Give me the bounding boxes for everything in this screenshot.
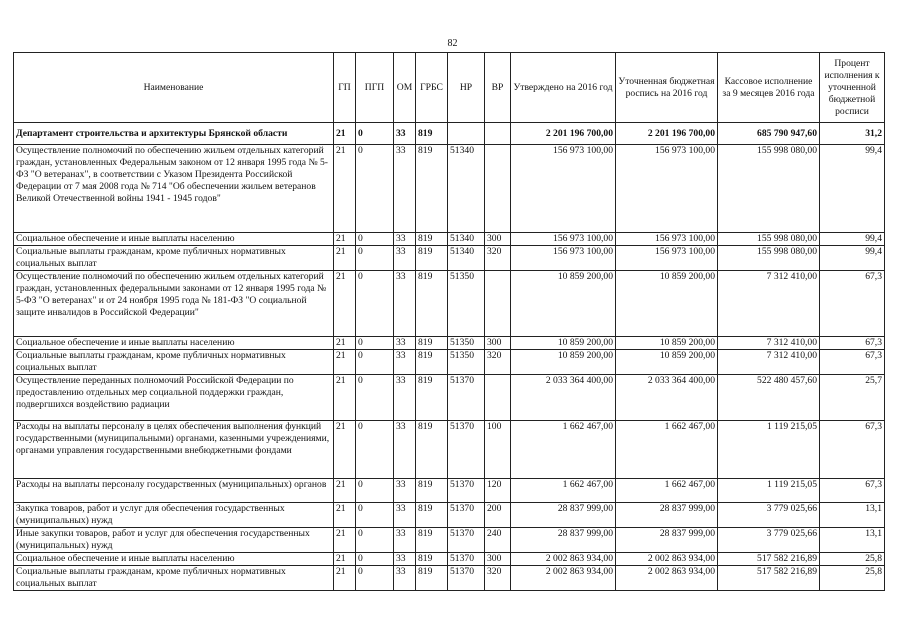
cell-gp: 21 <box>334 246 356 271</box>
cell-approved: 2 201 196 700,00 <box>511 123 616 145</box>
cell-cash: 155 998 080,00 <box>718 233 820 246</box>
cell-name: Социальное обеспечение и иные выплаты населению <box>14 233 334 246</box>
cell-name: Осуществление полномочий по обеспечению жильем отдельных категорий граждан, установленных федеральными законами от 12 января 1995 года № 5-ФЗ "О ветеранах" и от 24 ноября 1995 года № 181-ФЗ "О социальной защите инвалидов в Российской Федерации" <box>14 271 334 337</box>
table-row <box>14 503 885 528</box>
cell-specified: 10 859 200,00 <box>616 337 718 350</box>
cell-name: Департамент строительства и архитектуры Брянской области <box>14 123 334 145</box>
table-row <box>14 145 885 233</box>
cell-cash: 522 480 457,60 <box>718 375 820 421</box>
cell-om: 33 <box>394 421 416 479</box>
cell-name: Социальное обеспечение и иные выплаты населению <box>14 337 334 350</box>
cell-percent: 67,3 <box>820 421 885 479</box>
cell-approved: 2 033 364 400,00 <box>511 375 616 421</box>
cell-gp: 21 <box>334 479 356 503</box>
cell-om: 33 <box>394 123 416 145</box>
cell-name: Социальные выплаты гражданам, кроме публичных нормативных социальных выплат <box>14 246 334 271</box>
cell-approved: 10 859 200,00 <box>511 337 616 350</box>
cell-grbs: 819 <box>416 337 448 350</box>
cell-approved: 2 002 863 934,00 <box>511 553 616 566</box>
cell-percent: 13,1 <box>820 528 885 553</box>
cell-om: 33 <box>394 566 416 591</box>
cell-ppgp: 0 <box>356 350 394 375</box>
cell-approved: 28 837 999,00 <box>511 528 616 553</box>
header-cash: Кассовое исполнение за 9 месяцев 2016 года <box>718 53 820 123</box>
cell-vr: 300 <box>485 233 511 246</box>
cell-ppgp: 0 <box>356 271 394 337</box>
cell-specified: 2 033 364 400,00 <box>616 375 718 421</box>
cell-np: 51350 <box>448 350 485 375</box>
cell-name: Социальное обеспечение и иные выплаты населению <box>14 553 334 566</box>
cell-approved: 28 837 999,00 <box>511 503 616 528</box>
cell-om: 33 <box>394 271 416 337</box>
cell-name: Осуществление полномочий по обеспечению жильем отдельных категорий граждан, установленных Федеральным законом от 12 января 1995 года № 5-ФЗ "О ветеранах", в соответствии с Указом Президента Российской Федерации от 7 мая 2008 года № 714 "Об обеспечении жильем ветеранов Великой Отечественной войны 1941 - 1945 годов" <box>14 145 334 233</box>
cell-percent: 67,3 <box>820 350 885 375</box>
cell-om: 33 <box>394 479 416 503</box>
cell-approved: 1 662 467,00 <box>511 421 616 479</box>
table-row <box>14 350 885 375</box>
cell-ppgp: 0 <box>356 503 394 528</box>
cell-gp: 21 <box>334 375 356 421</box>
cell-vr: 300 <box>485 553 511 566</box>
cell-percent: 99,4 <box>820 145 885 233</box>
cell-grbs: 819 <box>416 503 448 528</box>
cell-specified: 1 662 467,00 <box>616 479 718 503</box>
cell-grbs: 819 <box>416 123 448 145</box>
cell-percent: 67,3 <box>820 337 885 350</box>
cell-name: Иные закупки товаров, работ и услуг для обеспечения государственных (муниципальных) нужд <box>14 528 334 553</box>
cell-name: Расходы на выплаты персоналу государственных (муниципальных) органов <box>14 479 334 503</box>
cell-vr: 320 <box>485 246 511 271</box>
cell-cash: 155 998 080,00 <box>718 145 820 233</box>
cell-gp: 21 <box>334 233 356 246</box>
cell-ppgp: 0 <box>356 123 394 145</box>
page-number: 82 <box>447 38 458 49</box>
cell-ppgp: 0 <box>356 421 394 479</box>
cell-vr: 300 <box>485 337 511 350</box>
cell-percent: 13,1 <box>820 503 885 528</box>
cell-specified: 10 859 200,00 <box>616 350 718 375</box>
cell-percent: 25,7 <box>820 375 885 421</box>
cell-grbs: 819 <box>416 246 448 271</box>
cell-cash: 7 312 410,00 <box>718 350 820 375</box>
cell-cash: 3 779 025,66 <box>718 528 820 553</box>
cell-approved: 156 973 100,00 <box>511 145 616 233</box>
header-name: Наименование <box>14 53 334 123</box>
cell-percent: 31,2 <box>820 123 885 145</box>
header-ppgp: ПГП <box>356 53 394 123</box>
cell-specified: 28 837 999,00 <box>616 503 718 528</box>
cell-name: Расходы на выплаты персоналу в целях обеспечения выполнения функций государственными (муниципальными) органами, казенными учреждениями, органами управления государственными внебюджетными фондами <box>14 421 334 479</box>
cell-vr: 320 <box>485 350 511 375</box>
cell-grbs: 819 <box>416 145 448 233</box>
cell-ppgp: 0 <box>356 246 394 271</box>
cell-grbs: 819 <box>416 233 448 246</box>
cell-ppgp: 0 <box>356 528 394 553</box>
cell-np: 51370 <box>448 566 485 591</box>
table-row <box>14 566 885 591</box>
cell-om: 33 <box>394 145 416 233</box>
header-percent: Процент исполнения к уточненной бюджетной росписи <box>820 53 885 123</box>
cell-om: 33 <box>394 503 416 528</box>
cell-name: Социальные выплаты гражданам, кроме публичных нормативных социальных выплат <box>14 566 334 591</box>
cell-specified: 2 002 863 934,00 <box>616 553 718 566</box>
table-row <box>14 479 885 503</box>
header-specified: Уточненная бюджетная роспись на 2016 год <box>616 53 718 123</box>
cell-cash: 517 582 216,89 <box>718 566 820 591</box>
table-row <box>14 337 885 350</box>
cell-grbs: 819 <box>416 350 448 375</box>
cell-vr <box>485 145 511 233</box>
cell-percent: 25,8 <box>820 553 885 566</box>
cell-grbs: 819 <box>416 553 448 566</box>
cell-np: 51370 <box>448 503 485 528</box>
cell-gp: 21 <box>334 553 356 566</box>
cell-vr: 320 <box>485 566 511 591</box>
cell-np: 51340 <box>448 233 485 246</box>
cell-gp: 21 <box>334 271 356 337</box>
cell-vr <box>485 271 511 337</box>
header-om: ОМ <box>394 53 416 123</box>
cell-vr: 120 <box>485 479 511 503</box>
cell-ppgp: 0 <box>356 145 394 233</box>
cell-cash: 1 119 215,05 <box>718 479 820 503</box>
cell-ppgp: 0 <box>356 375 394 421</box>
cell-ppgp: 0 <box>356 479 394 503</box>
header-np: НР <box>448 53 485 123</box>
cell-np: 51370 <box>448 375 485 421</box>
cell-om: 33 <box>394 233 416 246</box>
cell-om: 33 <box>394 246 416 271</box>
table-row <box>14 271 885 337</box>
table-row <box>14 375 885 421</box>
cell-grbs: 819 <box>416 479 448 503</box>
cell-np: 51350 <box>448 271 485 337</box>
cell-om: 33 <box>394 337 416 350</box>
cell-grbs: 819 <box>416 566 448 591</box>
cell-gp: 21 <box>334 350 356 375</box>
cell-approved: 156 973 100,00 <box>511 233 616 246</box>
cell-percent: 25,8 <box>820 566 885 591</box>
table-row <box>14 246 885 271</box>
cell-np: 51340 <box>448 145 485 233</box>
cell-gp: 21 <box>334 566 356 591</box>
cell-om: 33 <box>394 375 416 421</box>
cell-percent: 67,3 <box>820 479 885 503</box>
cell-approved: 156 973 100,00 <box>511 246 616 271</box>
cell-np <box>448 123 485 145</box>
cell-specified: 28 837 999,00 <box>616 528 718 553</box>
cell-grbs: 819 <box>416 271 448 337</box>
cell-specified: 156 973 100,00 <box>616 145 718 233</box>
cell-name: Осуществление переданных полномочий Российской Федерации по предоставлению отдельных мер социальной поддержки граждан, подвергшихся воздействию радиации <box>14 375 334 421</box>
cell-percent: 99,4 <box>820 246 885 271</box>
cell-grbs: 819 <box>416 375 448 421</box>
cell-np: 51370 <box>448 421 485 479</box>
cell-gp: 21 <box>334 145 356 233</box>
cell-vr: 200 <box>485 503 511 528</box>
cell-specified: 1 662 467,00 <box>616 421 718 479</box>
cell-specified: 156 973 100,00 <box>616 246 718 271</box>
cell-cash: 1 119 215,05 <box>718 421 820 479</box>
cell-percent: 67,3 <box>820 271 885 337</box>
cell-np: 51370 <box>448 528 485 553</box>
cell-cash: 685 790 947,60 <box>718 123 820 145</box>
cell-np: 51350 <box>448 337 485 350</box>
cell-cash: 155 998 080,00 <box>718 246 820 271</box>
cell-specified: 2 002 863 934,00 <box>616 566 718 591</box>
cell-approved: 2 002 863 934,00 <box>511 566 616 591</box>
cell-gp: 21 <box>334 503 356 528</box>
cell-specified: 2 201 196 700,00 <box>616 123 718 145</box>
table-header-row <box>14 53 885 123</box>
cell-vr: 240 <box>485 528 511 553</box>
cell-cash: 7 312 410,00 <box>718 271 820 337</box>
cell-name: Социальные выплаты гражданам, кроме публичных нормативных социальных выплат <box>14 350 334 375</box>
table-row <box>14 123 885 145</box>
cell-gp: 21 <box>334 528 356 553</box>
cell-om: 33 <box>394 528 416 553</box>
header-grbs: ГРБС <box>416 53 448 123</box>
table-row <box>14 421 885 479</box>
cell-name: Закупка товаров, работ и услуг для обеспечения государственных (муниципальных) нужд <box>14 503 334 528</box>
cell-np: 51340 <box>448 246 485 271</box>
cell-ppgp: 0 <box>356 337 394 350</box>
cell-gp: 21 <box>334 123 356 145</box>
cell-ppgp: 0 <box>356 566 394 591</box>
header-approved: Утверждено на 2016 год <box>511 53 616 123</box>
cell-grbs: 819 <box>416 528 448 553</box>
budget-table <box>13 52 885 591</box>
cell-om: 33 <box>394 350 416 375</box>
cell-percent: 99,4 <box>820 233 885 246</box>
cell-grbs: 819 <box>416 421 448 479</box>
header-gp: ГП <box>334 53 356 123</box>
cell-ppgp: 0 <box>356 233 394 246</box>
cell-approved: 10 859 200,00 <box>511 350 616 375</box>
header-vr: ВР <box>485 53 511 123</box>
cell-vr <box>485 123 511 145</box>
cell-specified: 156 973 100,00 <box>616 233 718 246</box>
cell-vr <box>485 375 511 421</box>
cell-cash: 517 582 216,89 <box>718 553 820 566</box>
cell-np: 51370 <box>448 553 485 566</box>
cell-np: 51370 <box>448 479 485 503</box>
cell-vr: 100 <box>485 421 511 479</box>
table-row <box>14 233 885 246</box>
cell-cash: 3 779 025,66 <box>718 503 820 528</box>
cell-om: 33 <box>394 553 416 566</box>
cell-approved: 10 859 200,00 <box>511 271 616 337</box>
cell-ppgp: 0 <box>356 553 394 566</box>
cell-gp: 21 <box>334 337 356 350</box>
table-row <box>14 553 885 566</box>
cell-gp: 21 <box>334 421 356 479</box>
cell-approved: 1 662 467,00 <box>511 479 616 503</box>
table-row <box>14 528 885 553</box>
cell-specified: 10 859 200,00 <box>616 271 718 337</box>
cell-cash: 7 312 410,00 <box>718 337 820 350</box>
